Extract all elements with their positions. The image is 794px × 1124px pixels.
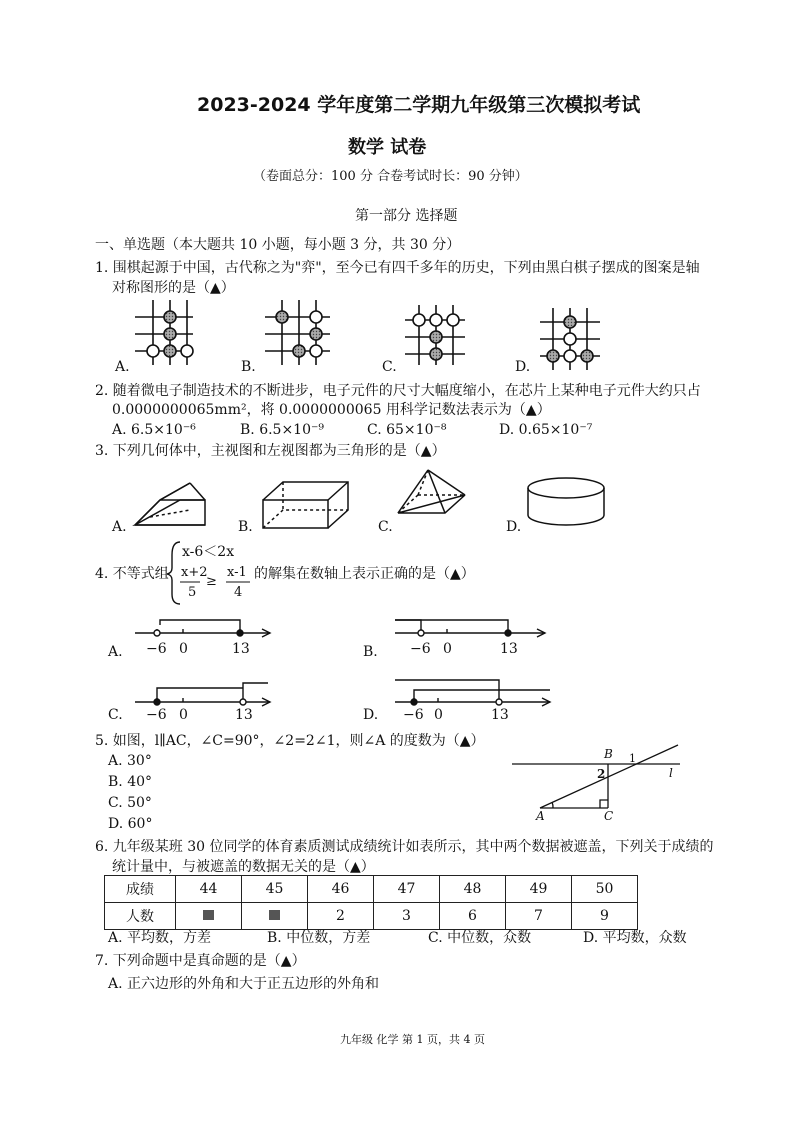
table-row (105, 876, 638, 903)
q4-frac1-den: 5 (188, 585, 197, 600)
pyramid (398, 470, 465, 513)
q4-rel: ≥ (206, 574, 217, 589)
q4-label-c: C. (108, 707, 123, 723)
q4-label-b: B. (363, 644, 378, 660)
table-row (105, 903, 638, 930)
q4-d-tick-0: 0 (434, 707, 443, 723)
table-cell: 9 (572, 903, 638, 930)
q1-label-a: A. (115, 359, 130, 375)
q4-ineq1: x-6＜2x (182, 544, 235, 560)
q5-option-a: A. 30° (108, 753, 152, 769)
q4-d-tick-13: 13 (491, 707, 509, 723)
q4-c-tick-13: 13 (235, 707, 253, 723)
q5-label-B: B (604, 747, 613, 761)
table-cell: 50 (572, 876, 638, 903)
q5-label-two: 2 (597, 767, 606, 781)
q6-option-a: A. 平均数，方差 (108, 930, 212, 946)
q5-label-one: 1 (629, 752, 636, 765)
q1-label-b: B. (241, 359, 256, 375)
q7-option-a: A. 正六边形的外角和大于正五边形的外角和 (108, 976, 380, 992)
q1-label-c: C. (382, 359, 397, 375)
go-figure-d (540, 308, 600, 370)
q1-line2: 对称图形的是（▲） (112, 280, 235, 296)
q4-a-tick-0: 0 (179, 641, 188, 657)
q4-c-tick-0: 0 (179, 707, 188, 723)
triangular-prism (135, 483, 205, 525)
q5-line: 5. 如图，l∥AC，∠C=90°，∠2=2∠1，则∠A 的度数为（▲） (95, 733, 485, 749)
table-cell: 49 (506, 876, 572, 903)
table-cell: 成绩 (105, 876, 176, 903)
mask-block (269, 910, 280, 920)
q4-b-tick-0: 0 (443, 641, 452, 657)
q4-b-tick-n6: −6 (410, 641, 431, 657)
table-cell: 6 (440, 903, 506, 930)
q6-option-b: B. 中位数，方差 (267, 930, 371, 946)
table-cell: 48 (440, 876, 506, 903)
q5-label-l: l (669, 766, 673, 780)
subject-title: 数学 试卷 (348, 137, 427, 158)
page-footer: 九年级 化学 第 1 页，共 4 页 (340, 1033, 485, 1046)
q4-prefix: 4. 不等式组 (95, 566, 169, 582)
q4-a-tick-n6: −6 (146, 641, 167, 657)
q4-label-d: D. (363, 707, 379, 723)
number-line-c (135, 683, 270, 706)
number-line-a (135, 620, 270, 637)
q5-option-b: B. 40° (108, 774, 153, 790)
table-cell: 7 (506, 903, 572, 930)
q5-option-d: D. 60° (108, 816, 153, 832)
q2-option-b: B. 6.5×10⁻⁹ (240, 422, 324, 438)
part-heading: 第一部分 选择题 (355, 208, 458, 224)
q4-frac1-num: x+2 (181, 565, 208, 580)
q1-line1: 1. 围棋起源于中国，古代称之为"弈"，至今已有四千多年的历史，下列由黑白棋子摆成的图案是轴 (95, 260, 700, 276)
cylinder (528, 478, 604, 525)
table-cell: 44 (176, 876, 242, 903)
q2-line2: 0.0000000065mm²，将 0.0000000065 用科学记数法表示为（▲） (112, 402, 551, 418)
q4-frac2-den: 4 (234, 585, 243, 600)
q4-suffix: 的解集在数轴上表示正确的是（▲） (254, 566, 475, 582)
q3-label-b: B. (238, 519, 253, 535)
q4-frac2-num: x-1 (227, 565, 247, 580)
q5-label-A: A (536, 809, 545, 823)
q4-b-tick-13: 13 (500, 641, 518, 657)
masked-cell (176, 903, 242, 930)
table-cell: 46 (308, 876, 374, 903)
exam-info: （卷面总分：100 分 合卷考试时长：90 分钟） (253, 169, 528, 184)
cuboid (263, 482, 348, 528)
q3-label-d: D. (506, 519, 522, 535)
q7-line: 7. 下列命题中是真命题的是（▲） (95, 953, 306, 969)
table-cell: 2 (308, 903, 374, 930)
go-figure-a (135, 300, 193, 365)
go-figure-c (405, 305, 465, 365)
q3-label-a: A. (112, 519, 127, 535)
table-cell: 47 (374, 876, 440, 903)
q1-label-d: D. (515, 359, 531, 375)
go-figure-b (265, 300, 330, 365)
q2-option-a: A. 6.5×10⁻⁶ (112, 422, 196, 438)
q6-option-d: D. 平均数，众数 (583, 930, 687, 946)
number-line-d (395, 680, 550, 706)
q6-line1: 6. 九年级某班 30 位同学的体育素质测试成绩统计如表所示，其中两个数据被遮盖，下列关于成绩的 (95, 839, 714, 855)
table-cell: 人数 (105, 903, 176, 930)
number-line-b (395, 620, 545, 637)
q4-label-a: A. (108, 644, 123, 660)
exam-title: 2023-2024 学年度第二学期九年级第三次模拟考试 (197, 94, 641, 116)
q3-line: 3. 下列几何体中，主视图和左视图都为三角形的是（▲） (95, 443, 446, 459)
q2-option-d: D. 0.65×10⁻⁷ (499, 422, 593, 438)
section-heading: 一、单选题（本大题共 10 小题，每小题 3 分，共 30 分） (95, 237, 461, 253)
q5-label-C: C (604, 809, 614, 823)
q2-option-c: C. 65×10⁻⁸ (367, 422, 447, 438)
table-cell: 45 (242, 876, 308, 903)
q4-d-tick-n6: −6 (403, 707, 424, 723)
q5-option-c: C. 50° (108, 795, 152, 811)
score-table (104, 875, 638, 930)
q6-option-c: C. 中位数，众数 (428, 930, 532, 946)
q2-line1: 2. 随着微电子制造技术的不断进步，电子元件的尺寸大幅度缩小，在芯片上某种电子元件大约只占 (95, 383, 701, 399)
q3-label-c: C. (378, 519, 393, 535)
table-cell: 3 (374, 903, 440, 930)
mask-block (203, 910, 214, 920)
q6-line2: 统计量中，与被遮盖的数据无关的是（▲） (112, 859, 375, 875)
q4-c-tick-n6: −6 (146, 707, 167, 723)
masked-cell (242, 903, 308, 930)
q4-a-tick-13: 13 (232, 641, 250, 657)
